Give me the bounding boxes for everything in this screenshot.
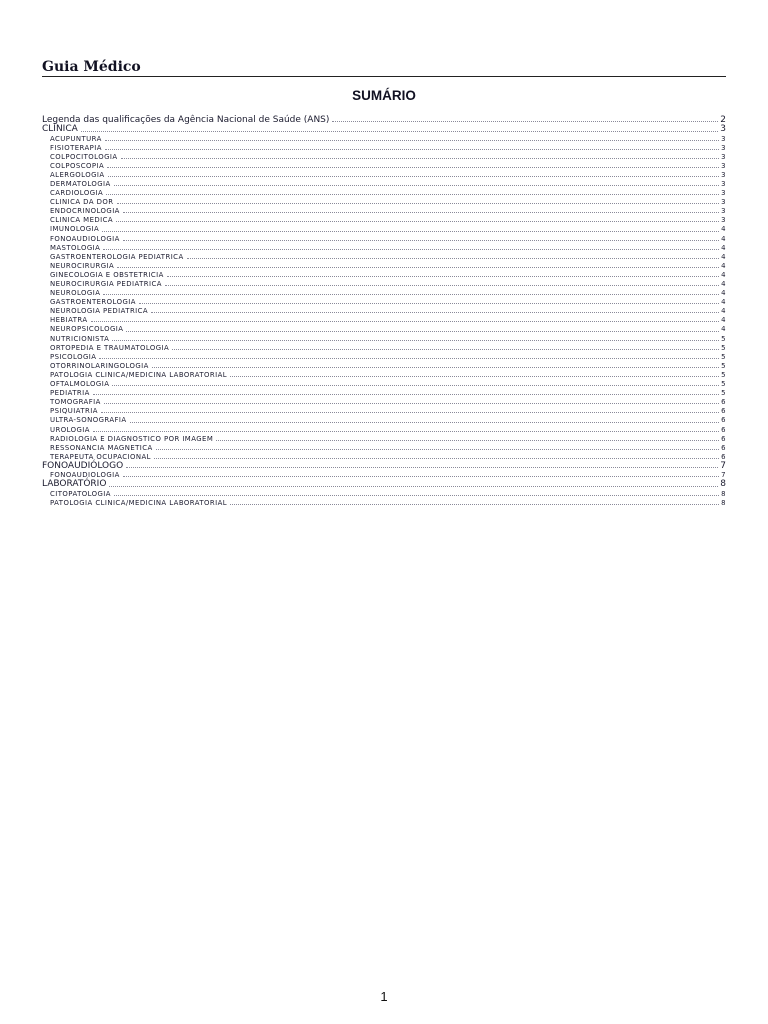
toc-subentry[interactable] xyxy=(42,289,726,298)
toc-subentry[interactable] xyxy=(42,389,726,398)
toc-entry-page: 6 xyxy=(721,407,726,416)
toc-entry-page: 8 xyxy=(720,479,726,490)
toc-subentry[interactable] xyxy=(42,180,726,189)
dot-leader xyxy=(99,358,719,359)
dot-leader xyxy=(108,176,720,177)
dot-leader xyxy=(101,412,719,413)
toc-section-entry[interactable] xyxy=(42,480,726,490)
toc-entry-label: Legenda das qualificações da Agência Nacional de Saúde (ANS) xyxy=(42,115,330,125)
toc-entry-label: FONOAUDIOLOGIA xyxy=(50,471,120,480)
toc-subentry[interactable] xyxy=(42,153,726,162)
toc-subentry[interactable] xyxy=(42,416,726,425)
toc-entry-page: 3 xyxy=(721,143,726,152)
toc-entry-page: 5 xyxy=(721,361,726,370)
toc-subentry[interactable] xyxy=(42,262,726,271)
toc-subentry[interactable] xyxy=(42,271,726,280)
dot-leader xyxy=(123,212,719,213)
toc-entry-label: GINECOLOGIA E OBSTETRICIA xyxy=(50,270,164,279)
toc-entry-page: 4 xyxy=(721,316,726,325)
toc-entry-page: 5 xyxy=(721,389,726,398)
dot-leader xyxy=(230,504,719,505)
toc-subentry[interactable] xyxy=(42,490,726,499)
toc-subentry[interactable] xyxy=(42,171,726,180)
page-number: 1 xyxy=(380,989,388,1004)
toc-entry-page: 3 xyxy=(721,207,726,216)
dot-leader xyxy=(103,294,719,295)
toc-entry-label: RADIOLOGIA E DIAGNOSTICO POR IMAGEM xyxy=(50,434,214,443)
toc-subentry[interactable] xyxy=(42,371,726,380)
toc-entry-page: 2 xyxy=(720,115,726,125)
toc-subentry[interactable] xyxy=(42,244,726,253)
toc-entry-label: HEBIATRA xyxy=(50,316,88,325)
toc-subentry[interactable] xyxy=(42,316,726,325)
toc-subentry[interactable] xyxy=(42,198,726,207)
toc-entry-page: 3 xyxy=(720,124,726,134)
toc-subentry[interactable] xyxy=(42,325,726,334)
toc-subentry[interactable] xyxy=(42,298,726,307)
toc-entry-page: 5 xyxy=(721,334,726,343)
toc-entry-page: 3 xyxy=(721,161,726,170)
toc-entry-page: 7 xyxy=(720,460,726,471)
dot-leader xyxy=(126,331,719,332)
toc-subentry[interactable] xyxy=(42,135,726,144)
dot-leader xyxy=(93,394,719,395)
toc-entry-label: NUTRICIONISTA xyxy=(50,334,110,343)
toc-subentry[interactable] xyxy=(42,207,726,216)
dot-leader xyxy=(107,167,719,168)
toc-entry-label: COLPOCITOLOGIA xyxy=(50,152,118,161)
toc-entry-label: OFTALMOLOGIA xyxy=(50,380,110,389)
dot-leader xyxy=(230,376,719,377)
toc-entry-page: 3 xyxy=(721,216,726,225)
dot-leader xyxy=(165,285,719,286)
toc-entry-page: 4 xyxy=(721,270,726,279)
toc-entry-label: PATOLOGIA CLINICA/MEDICINA LABORATORIAL xyxy=(50,499,228,508)
dot-leader xyxy=(104,403,719,404)
toc-entry-page: 6 xyxy=(721,416,726,425)
toc-entry-label: ACUPUNTURA xyxy=(50,134,102,143)
toc-entry-label: NEUROPSICOLOGIA xyxy=(50,325,124,334)
dot-leader xyxy=(102,231,719,232)
toc-entry-page: 5 xyxy=(721,352,726,361)
toc-entry-label: MASTOLOGIA xyxy=(50,243,101,252)
dot-leader xyxy=(117,267,719,268)
dot-leader xyxy=(105,149,719,150)
toc-subentry[interactable] xyxy=(42,471,726,480)
toc-section-entry[interactable] xyxy=(42,125,726,135)
toc-subentry[interactable] xyxy=(42,280,726,289)
toc-entry-label: TERAPEUTA OCUPACIONAL xyxy=(50,452,151,461)
dot-leader xyxy=(91,321,720,322)
toc-entry-page: 3 xyxy=(721,152,726,161)
toc-entry-label: IMUNOLOGIA xyxy=(50,225,100,234)
toc-entry-label: FONOAUDIOLOGIA xyxy=(50,234,120,243)
dot-leader xyxy=(112,385,719,386)
toc-entry-label: ALERGOLOGIA xyxy=(50,170,105,179)
toc-entry-page: 8 xyxy=(721,489,726,498)
dot-leader xyxy=(126,467,718,468)
toc-subentry[interactable] xyxy=(42,453,726,462)
toc-entry-label: NEUROCIRURGIA xyxy=(50,261,115,270)
toc-subentry[interactable] xyxy=(42,426,726,435)
toc-entry-page: 4 xyxy=(721,261,726,270)
dot-leader xyxy=(123,240,719,241)
dot-leader xyxy=(103,249,719,250)
toc-entry-page: 4 xyxy=(721,234,726,243)
dot-leader xyxy=(116,221,719,222)
toc-subentry[interactable] xyxy=(42,216,726,225)
toc-entry-page: 3 xyxy=(721,170,726,179)
dot-leader xyxy=(187,258,720,259)
toc-entry-page: 4 xyxy=(721,298,726,307)
table-of-contents xyxy=(42,115,726,508)
toc-entry-label: GASTROENTEROLOGIA xyxy=(50,298,136,307)
dot-leader xyxy=(152,367,719,368)
toc-entry-label: RESSONANCIA MAGNETICA xyxy=(50,443,153,452)
toc-entry-label: OTORRINOLARINGOLOGIA xyxy=(50,361,149,370)
page-header xyxy=(42,58,726,77)
dot-leader xyxy=(332,121,718,122)
dot-leader xyxy=(151,312,719,313)
dot-leader xyxy=(117,203,720,204)
toc-entry-label: ORTOPEDIA E TRAUMATOLOGIA xyxy=(50,343,170,352)
toc-subentry[interactable] xyxy=(42,407,726,416)
toc-subentry[interactable] xyxy=(42,235,726,244)
toc-subentry[interactable] xyxy=(42,362,726,371)
toc-entry-label: FONOAUDIÓLOGO xyxy=(42,460,124,471)
toc-entry-page: 4 xyxy=(721,280,726,288)
toc-subentry[interactable] xyxy=(42,225,726,234)
toc-subentry[interactable] xyxy=(42,499,726,508)
document-title: Guia Médico xyxy=(42,59,141,75)
toc-section-entry[interactable] xyxy=(42,115,726,125)
toc-entry-label: TOMOGRAFIA xyxy=(50,398,101,407)
toc-entry-page: 3 xyxy=(721,198,726,207)
toc-subentry[interactable] xyxy=(42,144,726,153)
toc-entry-label: GASTROENTEROLOGIA PEDIATRICA xyxy=(50,252,184,261)
toc-entry-page: 8 xyxy=(721,499,726,508)
toc-subentry[interactable] xyxy=(42,307,726,316)
toc-subentry[interactable] xyxy=(42,189,726,198)
toc-entry-label: ENDOCRINOLOGIA xyxy=(50,207,120,216)
toc-entry-label: PATOLOGIA CLINICA/MEDICINA LABORATORIAL xyxy=(50,370,228,379)
toc-entry-label: CARDIOLOGIA xyxy=(50,189,104,198)
dot-leader xyxy=(139,303,719,304)
toc-entry-page: 5 xyxy=(721,370,726,379)
dot-leader xyxy=(106,194,719,195)
toc-entry-page: 6 xyxy=(721,398,726,407)
toc-entry-page: 6 xyxy=(721,425,726,434)
toc-heading: SUMÁRIO xyxy=(352,88,416,103)
toc-entry-page: 3 xyxy=(721,189,726,198)
toc-entry-page: 7 xyxy=(721,471,726,480)
dot-leader xyxy=(156,449,719,450)
toc-subentry[interactable] xyxy=(42,398,726,407)
toc-section-entry[interactable] xyxy=(42,462,726,472)
toc-entry-page: 4 xyxy=(721,289,726,298)
toc-entry-label: UROLOGIA xyxy=(50,425,90,434)
toc-subentry[interactable] xyxy=(42,335,726,344)
toc-entry-label: PSIQUIATRIA xyxy=(50,407,98,416)
toc-entry-label: LABORATÓRIO xyxy=(42,479,107,490)
toc-entry-page: 6 xyxy=(721,434,726,443)
toc-subentry[interactable] xyxy=(42,162,726,171)
dot-leader xyxy=(154,458,719,459)
dot-leader xyxy=(172,349,719,350)
dot-leader xyxy=(105,140,719,141)
toc-entry-page: 4 xyxy=(721,225,726,234)
dot-leader xyxy=(114,495,719,496)
toc-entry-label: DERMATOLOGIA xyxy=(50,179,111,188)
toc-entry-page: 4 xyxy=(721,243,726,252)
toc-entry-label: NEUROCIRURGIA PEDIATRICA xyxy=(50,280,162,288)
toc-entry-label: CITOPATOLOGIA xyxy=(50,489,111,498)
toc-entry-page: 6 xyxy=(721,452,726,461)
toc-entry-page: 3 xyxy=(721,179,726,188)
toc-subentry[interactable] xyxy=(42,253,726,262)
dot-leader xyxy=(216,440,719,441)
toc-entry-label: NEUROLOGIA PEDIATRICA xyxy=(50,307,149,316)
toc-entry-page: 5 xyxy=(721,343,726,352)
dot-leader xyxy=(121,158,720,159)
dot-leader xyxy=(114,185,719,186)
toc-entry-label: FISIOTERAPIA xyxy=(50,143,102,152)
dot-leader xyxy=(81,131,718,132)
dot-leader xyxy=(109,486,718,487)
toc-entry-page: 5 xyxy=(721,380,726,389)
toc-entry-label: COLPOSCOPIA xyxy=(50,161,105,170)
toc-entry-page: 4 xyxy=(721,307,726,316)
toc-entry-page: 3 xyxy=(721,134,726,143)
toc-subentry[interactable] xyxy=(42,344,726,353)
dot-leader xyxy=(130,422,720,423)
toc-entry-label: CLINICA DA DOR xyxy=(50,198,114,207)
toc-entry-label: ULTRA-SONOGRAFIA xyxy=(50,416,127,425)
toc-subentry[interactable] xyxy=(42,435,726,444)
dot-leader xyxy=(123,476,719,477)
dot-leader xyxy=(112,340,719,341)
toc-entry-label: CLINICA MEDICA xyxy=(50,216,114,225)
toc-subentry[interactable] xyxy=(42,444,726,453)
toc-subentry[interactable] xyxy=(42,353,726,362)
toc-entry-page: 4 xyxy=(721,252,726,261)
toc-entry-label: NEUROLOGIA xyxy=(50,289,101,298)
toc-entry-page: 6 xyxy=(721,443,726,452)
toc-entry-label: CLÍNICA xyxy=(42,124,78,134)
toc-entry-label: PSICOLOGIA xyxy=(50,352,97,361)
toc-subentry[interactable] xyxy=(42,380,726,389)
dot-leader xyxy=(167,276,719,277)
toc-entry-page: 4 xyxy=(721,325,726,334)
toc-entry-label: PEDIATRIA xyxy=(50,389,90,398)
dot-leader xyxy=(93,431,719,432)
